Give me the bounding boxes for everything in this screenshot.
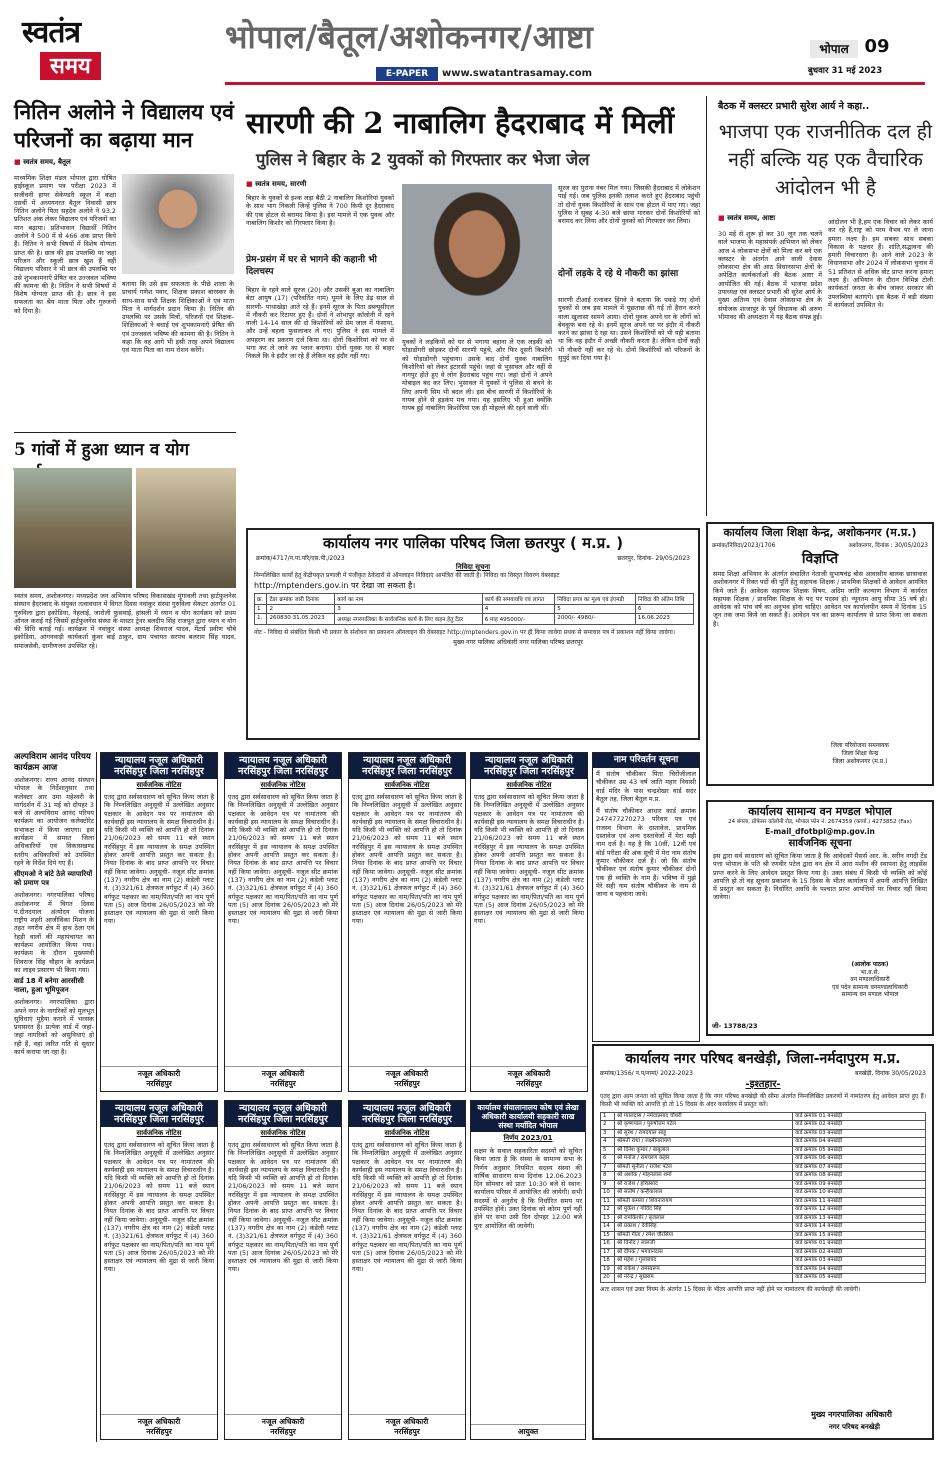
table-cell: श्री सुरेश / रामदयाल साहू (615, 1129, 793, 1138)
table-cell: वार्ड क्रमांक 12 बनखेड़ी (793, 1206, 926, 1215)
table-cell: 6 (635, 605, 693, 614)
table-cell: 2 (267, 605, 335, 614)
forest-signer-title: भा.व.से. (860, 968, 880, 976)
sidebar-body: अशोकनगर। राज्य आनंद संस्थान भोपाल के निर्देशानुसार तथा कलेक्टर आर उमा महेश्वरी के मार्गदर्शन में 31 मई को दोपहर 3 बजे से अल्पविराम आनंद परियय कार्यक्रम का आयोजन कलेक्टोरेट सभाकक्ष में किया जाएगा। इस कार्यक्रम में समस्त जिला अधिकारियों एवं विकासखण्ड स्तरीय अधिकारियों को उपस्थित रहने के निर्देश दिये गए हैं। (14, 776, 94, 867)
sarni-col3-sub: दोनों लड़के दे रहे थे नौकरी का झांसा (558, 269, 679, 279)
edu-title: कार्यालय जिला शिक्षा केन्द्र, अशोकनगर (म.प्र.) (723, 526, 917, 539)
edu-sig-1: जिला परियोजना समन्वयक (830, 742, 890, 749)
table-cell: वार्ड क्रमांक 05 बनखेड़ी (793, 1146, 926, 1155)
table-cell: श्री अशोक / मोहनलाल शर्मा (615, 1172, 793, 1181)
legal-notice-footer (349, 1414, 465, 1439)
table-cell: वार्ड क्रमांक 04 बनखेड़ी (793, 1138, 926, 1147)
sidebar-left (14, 752, 94, 1442)
table-cell: श्रीमती राधा / लक्ष्मीनारायण (615, 1138, 793, 1147)
name-change-body-2: मैं संतोष चौकीकर आधार कार्ड क्रमांक 247477270273 परिवार पत्र एवं राजस्व विभाग के दस्तावेज, प्राथमिक दस्तावेज एवं अन्य दस्तावेजों में मेरा सही नाम दर्ज है। यह है कि 10वीं, 12वीं एवं बोर्ड परीक्षा की अंक सूची में मेरा नाम संतोष कुमार चौकीकर दर्ज है। जो कि संतोष चौकीकर एवं संतोष कुमार चौकीकर दोनों एक ही व्यक्ति के नाम हैं। भविष्य में मुझे मेरे सही नाम संतोष चौकीकर के नाम से जाना व पहचाना जावे। (596, 807, 696, 899)
legal-notice-footer-1: नजूल अधिकारी (261, 1417, 305, 1426)
chhatarpur-col-header: निविदा प्रपत्र का मूल्य एवं इंएमडी (555, 594, 636, 605)
chhatarpur-col-header: कार्य की समयावधि एवं लागत (482, 594, 555, 605)
table-cell: वार्ड क्रमांक 15 बनखेड़ी (793, 1231, 926, 1240)
table-cell: 1 (255, 605, 267, 614)
legal-notice-footer-1: नजूल अधिकारी (137, 1417, 181, 1426)
table-row (601, 1248, 926, 1257)
divider-left (96, 752, 97, 1442)
table-cell: श्री रामकिशोर / बृजलाल (615, 1214, 793, 1223)
forest-signer-title-2: वन मण्डलाधिकारी (850, 976, 890, 983)
city-label: भोपाल (810, 40, 858, 58)
legal-notice-footer-2: नरसिंहपुर (394, 1427, 420, 1436)
table-row (601, 1265, 926, 1274)
table-cell: 10 (601, 1189, 615, 1198)
legal-notice-footer (471, 1066, 587, 1091)
legal-notice-footer (101, 1414, 217, 1439)
bankhedi-signature-2: नगर परिषद बनखेड़ी (828, 1423, 880, 1431)
table-cell: 1 (601, 1112, 615, 1121)
table-row (601, 1274, 926, 1283)
divider-sarni-bjp (706, 96, 707, 516)
table-cell: श्री कृष्णपाल / पुरुषोत्तम पटेल (615, 1121, 793, 1130)
sarni-headline: सारणी की 2 नाबालिग हैदराबाद में मिलीं (246, 106, 675, 140)
chhatarpur-url[interactable]: http://mptenders.gov.in पर देखा जा सकता है। (254, 581, 416, 590)
table-cell: श्री दिनेश कुमार / बाबूलाल (615, 1146, 793, 1155)
table-row (601, 1223, 926, 1232)
legal-notice-subject: सार्वजनिक नोटिस (260, 781, 306, 789)
bjp-byline: ■ स्वतंत्र समय, आष्टा (718, 214, 838, 223)
bjp-headline: भाजपा एक राजनीतिक दल ही नहीं बल्कि यह एक वैचारिक आंदोलन भी है (718, 120, 933, 199)
forest-code: जी- 13788/23 (712, 1022, 758, 1030)
epaper-label[interactable]: E-PAPER (376, 67, 438, 81)
table-cell: 260830 31.05.2023 (267, 614, 335, 625)
nitin-headline: नितिन अलोने ने विद्यालय एवं परिजनों का बढ़ाया मान (14, 99, 234, 152)
sarni-col1-sub: प्रेम-प्रसंग में घर से भागने की कहानी भी दिलचस्प (246, 255, 377, 277)
table-cell: 20 (601, 1274, 615, 1283)
table-cell: वार्ड क्रमांक 01 बनखेड़ी (793, 1112, 926, 1121)
table-cell: 12 (601, 1206, 615, 1215)
coop-subject: निर्णय 2023/01 (503, 1134, 553, 1142)
forest-title: कार्यालय सामान्य वन मण्डल भोपाल (748, 805, 892, 818)
sidebar-body-3: अशोकनगर। नगरपालिका द्वारा अपने नगर के नागरिकों को मूलभूत सुविधाएं मुहैया कराने में भरसक प्रयासरत है। प्रत्येक वार्ड में जहां-जहां नागरिकों को असुविधाएं हो रही हैं, वहां त्वरित गति से सुधार कार्य कराया जा रहा है। (14, 998, 94, 1057)
legal-notice-title: न्यायालय नजूल अधिकारी नरसिंहपुर जिला नरसिंहपुर (349, 753, 465, 779)
chhatarpur-notice (246, 528, 700, 740)
legal-notice-footer-1: नजूल अधिकारी (507, 1069, 551, 1078)
table-row (601, 1240, 926, 1249)
table-row (601, 1189, 926, 1198)
table-cell: श्री प्रकाश / देवीसिंह (615, 1223, 793, 1232)
sarni-col3: सूरज का पुराना नंबर मिल गया। जिसकी हैदराबाद में लोकेशन पाई गई। जब पुलिस इनकी तलाश करते हुए हैदराबाद पहुंची तो दोनों युवक किशोरियों के साथ एक होटल में पाए गए। जहां पुलिस ने सुबह 4:30 बजे छापा मारकर दोनों किशोरियों को बरामद कर लिया और दोनों युवकों को गिरफ्तार कर लिया। (558, 184, 700, 226)
bankhedi-title: कार्यालय नगर परिषद बनखेड़ी, जिला-नर्मदापुरम म.प्र. (625, 1051, 901, 1067)
table-cell: 5 (601, 1146, 615, 1155)
table-row (601, 1172, 926, 1181)
legal-notice-subject: सार्वजनिक नोटिस (136, 1129, 182, 1137)
table-cell: वार्ड क्रमांक 02 बनखेड़ी (793, 1248, 926, 1257)
chhatarpur-title: कार्यालय नगर पालिका परिषद जिला छतरपुर ( म.प्र. ) (322, 534, 624, 552)
edu-sig-3: जिला अशोकनगर (म.प्र.) (832, 758, 888, 765)
table-row (255, 605, 694, 614)
name-change-notice (592, 752, 700, 1042)
chhatarpur-col-header: कार्य का नाम (335, 594, 482, 605)
sarni-col1b: बिहार के रहने वाले सूरज (20) और उसकी बुआ का नाबालिग बेटा आयुष (17) (परिवर्तित नाम) घूमने के लिए डेढ़ साल से सारणी- पाथाखेड़ा आते रहे हैं। इनमें सूरज के पिता डब्ल्यूसीएल में नौकरी कर रिटायर हुए हैं। दोनों ने शोभापुर कॉलोनी में रहने वाली 14-14 साल की दो किशोरियों को प्रेम जाल में फंसाया, और उन्हें बहला फुसलाकर ले गए। पुलिस ने इस मामले में अपहरण का प्रकरण दर्ज किया था। दोनों किशोरियां को घर से भगा कर ले जाने का प्लान बनाया। दोनों युवक घर से बाहर निकले कि वे इंदौर जा रहे हैं लेकिन वह इंदौर नहीं गए। (246, 286, 394, 361)
bankhedi-intro: एतद् द्वारा आम जनता को सूचित किया जाता है कि नगर परिषद बनखेड़ी की सीमा अंतर्गत निम्नलिखित प्रकरणों में नामांतरण हेतु आवेदन प्राप्त हुए हैं। किसी भी व्यक्ति को आपत्ति हो तो 15 दिवस के अंदर कार्यालय में प्रस्तुत करें। (600, 1093, 926, 1108)
logo-line-1: स्वतंत्र (22, 15, 81, 50)
legal-notice-footer-1: नजूल अधिकारी (261, 1069, 305, 1078)
legal-notice-footer-2: नरसिंहपुर (146, 1427, 172, 1436)
forest-body: इस द्वारा सर्व साधारण को सूचित किया जाता है कि आवेदकों मैसर्स आर. के. सरीन नगदी टेंड पत्ता भोपाल के पति श्री रणवीर पटेल द्वारा वन क्षेत्र में आरा मशीन की स्थापना हेतु लाइसेंस प्राप्त करने के लिए आवेदन प्रस्तुत किया गया है। उक्त संबंध में किसी भी व्यक्ति को कोई आपत्ति हो तो वह सूचना प्रकाशन के 15 दिवस के भीतर कार्यालय में अपनी आपत्ति लिखित में प्रस्तुत कर सकता है। निर्धारित अवधि के पश्चात प्राप्त आपत्तियों पर विचार नहीं किया जावेगा। (713, 852, 927, 902)
table-cell: 3 (335, 605, 482, 614)
table-cell: श्री दीपक / भगवानदास (615, 1248, 793, 1257)
legal-notice-footer-2: नरसिंहपुर (146, 1079, 172, 1088)
legal-notice (100, 752, 218, 1092)
table-cell: 2000/- 4980/- (555, 614, 636, 625)
table-cell: 6 (601, 1155, 615, 1164)
legal-notice-subject: सार्वजनिक नोटिस (384, 781, 430, 789)
sidebar-body-2: अशोकनगर। नगरपालिका परिषद अशोकनगर में विगत दिवस पं.दीनदयाल अंत्योदय योजना राष्ट्रीय शहरी आजीविका मिशन के तहत नगरीय क्षेत्र में हाथ ठेला एवं रेहड़ी वालों की महापंचायत का कार्यक्रम आयोजित किया गया। कार्यक्रम के दौरान मुख्यमंत्री शिवराज सिंह चौहान के कार्यक्रम का लाइव प्रसारण भी किया गया। (14, 891, 94, 974)
legal-notice-title: न्यायालय नजूल अधिकारी नरसिंहपुर जिला नरसिंहपुर (471, 753, 587, 779)
name-change-body-1: मैं संतोष चौकीकर पिता चिरोंजीलाल चौकीकर उम्र 43 वर्ष जाति महार निवासी वार्ड मंदिर के पास चन्द्रशेखर वार्ड सदर बैतूल तह. जिला बैतूल म.प्र. (596, 770, 696, 803)
sidebar-sub-2: वार्ड 18 में बनेगा आरसीसी नाला, हुआ भूमिपूजन (14, 977, 84, 995)
table-cell: 5 (555, 605, 636, 614)
table-cell: श्री विनोद / लालजी (615, 1240, 793, 1249)
legal-notice-subject: सार्वजनिक नोटिस (136, 781, 182, 789)
legal-notice-body: एतद् द्वारा सर्वसाधारण को सूचित किया जाता है कि निम्नलिखित अनुसूची में उल्लेखित अनुसार पक्षकार के आवेदन पत्र पर नामांतरण की कार्यवाही इस न्यायालय के समक्ष विचाराधीन है। यदि किसी भी व्यक्ति को आपत्ति हो तो दिनांक 21/06/2023 को समय 11 बजे स्थान नरसिंहपुर में इस न्यायालय के समक्ष उपस्थित होकर अपनी आपत्ति प्रस्तुत कर सकता है। नियत दिनांक के बाद प्राप्त आपत्ति पर विचार नहीं किया जावेगा। अनुसूची- नजूल सीट क्रमांक (137) नगरीय क्षेत्र का नाम (2) कंडेली प्लाट नं. (3)321/61 क्षेत्रफल वर्गफुट में (4) 360 वर्गफुट पक्षकार का नाम/पिता/पति का नाम पूर्ण पता (5) आज दिनांक 26/05/2023 को मेरे हस्ताक्षर एवं न्यायालय की मुद्रा से जारी किया गया। (104, 793, 214, 926)
sarni-col2: युवकों ने लड़कियों को घर से भगाया बहाना ले एक लड़की को घोड़ाडोंगरी छोड़कर दोनों सारणी पहुंचे, और फिर दूसरी किशोरी को घोड़ाडोंगरी पहुंचाया। उसके बाद दोनों युवक नाबालिग किशोरियों को लेकर इटारसी पहुंचे। जहां से भुसावल और वहीं से नागपुर होते हुए वे लोग हैदराबाद पहुंच गए। जहां दोनों ने अपने मोबाइल बंद कर लिए। भुसावल में युवकों ने पुलिस से बचने के लिए अपनी सिम भी बदल ली। इस बीच सारणी में किशोरियों के गायब होने से हड़कंप मच गया। यह इसलिए भी हुआ क्योंकि गायब हुई नाबालिग किशोरियां एक ही मोहल्ले की रहने वाली थीं। (402, 338, 552, 413)
table-cell: 16.06.2023 (635, 614, 693, 625)
legal-notice-footer-1: नजूल अधिकारी (385, 1069, 429, 1078)
table-cell: श्रीमती कमला / शिवनारायण (615, 1197, 793, 1206)
legal-notice-footer (225, 1414, 341, 1439)
table-row (601, 1206, 926, 1215)
forest-notice (706, 800, 934, 1036)
nitin-photo (122, 174, 234, 274)
legal-notice-footer (101, 1066, 217, 1091)
website-link[interactable]: www.swatantrasamay.com (442, 68, 593, 79)
legal-notice-footer-2: नरसिंहपुर (270, 1079, 296, 1088)
table-cell: वार्ड क्रमांक 07 बनखेड़ी (793, 1163, 926, 1172)
sarni-subheadline: पुलिस ने बिहार के 2 युवकों को गिरफ्तार कर भेजा जेल (256, 150, 590, 169)
yoga-headline: 5 गांवों में हुआ ध्यान व योग (14, 440, 190, 460)
divider-1 (14, 432, 236, 433)
page-number: 09 (864, 36, 890, 57)
table-row (255, 614, 694, 625)
table-cell: वार्ड क्रमांक 03 बनखेड़ी (793, 1257, 926, 1266)
issue-date: बुधवार 31 मई 2023 (808, 66, 883, 76)
chhatarpur-signature: मुख्य नगर पालिका अधिकारी नगर पालिका परिषद छतरपुर (453, 639, 583, 646)
table-cell: वार्ड क्रमांक 11 बनखेड़ी (793, 1197, 926, 1206)
table-row (601, 1112, 926, 1121)
table-cell: श्री संतोष / कन्हैयालाल (615, 1189, 793, 1198)
legal-notice-footer (349, 1066, 465, 1091)
table-cell: वार्ड क्रमांक 08 बनखेड़ी (793, 1172, 926, 1181)
edu-body: समग्र शिक्षा अभियान के अंतर्गत संचालित नेताजी सुभाषचंद्र बोस आवासीय बालक छात्रावास अशोकनगर में रिक्त पदों की पूर्ति हेतु सहायक शिक्षक / प्राथमिक शिक्षकों से आवेदन आमंत्रित किये जाते हैं। आवेदक सहायक शिक्षक विषय, अदिम जाति कल्याण विभाग में कार्यरत सहायक शिक्षक / प्राथमिक शिक्षक के पद पर पदस्थ हो। न्यूनतम आयु सीमा 35 वर्ष हो। आवेदक को पांच वर्ष का अनुभव होना चाहिए। आवेदन पत्र कार्यालयीन समय में दिनांक 15 जून तक जमा किये जा सकते हैं। आवेदन पत्र का प्रारूप कार्यालय से प्राप्त किया जा सकता है। (713, 570, 927, 628)
coop-title: कार्यालय संयालानालय कोष एवं लेखा अधिकारी कार्यालयी सहकारी साख संस्था मर्यादित भोपाल (471, 1101, 585, 1132)
table-cell: वार्ड क्रमांक 04 बनखेड़ी (793, 1265, 926, 1274)
table-cell: वार्ड क्रमांक 13 बनखेड़ी (793, 1214, 926, 1223)
table-cell: 3 (601, 1129, 615, 1138)
table-cell: वार्ड क्रमांक 03 बनखेड़ी (793, 1129, 926, 1138)
table-cell: 13 (601, 1214, 615, 1223)
table-cell: 8 (601, 1172, 615, 1181)
legal-notice-footer-2: नरसिंहपुर (516, 1079, 542, 1088)
table-cell: 11 (601, 1197, 615, 1206)
sarni-byline-wrap (246, 180, 396, 192)
table-row (601, 1121, 926, 1130)
edu-sig-2: जिला शिक्षा केन्द्र (841, 750, 879, 757)
legal-notice (470, 752, 588, 1092)
yoga-photo (14, 468, 132, 588)
table-row (601, 1138, 926, 1147)
bjp-col2: आंदोलन भी है,हम एक विचार को लेकर कार्य कर रहे हैं,राष्ट्र को परम वैभव पर ले जाना हमारा लक्ष्य है। हम सबका साथ सबका विकास के पक्षधर हैं। शांति,सद्भावना की हमारी विचारधारा है। आने वाले 2023 के विधानसभा और 2024 में लोकसभा चुनाव में 51 प्रतिशत से अधिक वोट प्राप्त करना हमारा लक्ष्य है। अभियान के दौरान विभिन्न टोली कार्यकर्ता जनता के बीच जाकर सरकार की उपलब्धियां बताएंगे। इस बैठक में बड़ी संख्या में कार्यकर्ता उपस्थित थे। (828, 218, 933, 309)
legal-notice-body: एतद् द्वारा सर्वसाधारण को सूचित किया जाता है कि निम्नलिखित अनुसूची में उल्लेखित अनुसार पक्षकार के आवेदन पत्र पर नामांतरण की कार्यवाही इस न्यायालय के समक्ष विचाराधीन है। यदि किसी भी व्यक्ति को आपत्ति हो तो दिनांक 21/06/2023 को समय 11 बजे स्थान नरसिंहपुर में इस न्यायालय के समक्ष उपस्थित होकर अपनी आपत्ति प्रस्तुत कर सकता है। नियत दिनांक के बाद प्राप्त आपत्ति पर विचार नहीं किया जावेगा। अनुसूची- नजूल सीट क्रमांक (137) नगरीय क्षेत्र का नाम (2) कंडेली प्लाट नं. (3)321/61 क्षेत्रफल वर्गफुट में (4) 360 वर्गफुट पक्षकार का नाम/पिता/पति का नाम पूर्ण पता (5) आज दिनांक 26/05/2023 को मेरे हस्ताक्षर एवं न्यायालय की मुद्रा से जारी किया गया। (474, 793, 584, 926)
table-cell: 4 (601, 1138, 615, 1147)
sarni-col3b: सारणी टीआई रत्नाकर हिंगवे ने बताया कि पकड़े गए दोनों युवकों से जब इस मामले में पूछताछ की गई तो हैरान करने वाला खुलासा सामने आया। दोनों युवक अपने घर के लोगों को बेवकूफ बना रहे थे। इनमें सूरज अपने घर पर इंदौर में नौकरी करने का झांसा दे रहा था। उसने किशोरियों को भी यही बताया था कि वह इंदौर में अच्छी नौकरी करता है। लेकिन दोनों कहीं भी नौकरी नहीं कर रहे थे। दोनों किशोरियों को परिजनों के सुपुर्द कर दिया गया है। (558, 296, 700, 363)
legal-notice-footer-2: नरसिंहपुर (270, 1427, 296, 1436)
sidebar-title: अल्पविराम आनंद परियय कार्यक्रम आज (14, 752, 91, 773)
table-row (601, 1197, 926, 1206)
legal-notice (224, 752, 342, 1092)
bankhedi-notice (592, 1044, 934, 1440)
table-cell: वार्ड क्रमांक 06 बनखेड़ी (793, 1155, 926, 1164)
forest-signer-title-4: सामान्य वन मण्डल भोपाल (841, 991, 899, 998)
legal-notice-footer-2: नरसिंहपुर (394, 1079, 420, 1088)
nitin-body-left: माध्यमिक शिक्षा मंडल भोपाल द्वारा घोषित हाईस्कूल प्रमाण पत्र परीक्षा 2023 में सजीवनी हायर सेकेण्डरी स्कूल में कक्षा दसवीं में अध्ययनरत बैतूल निवासी छात्र नितिन अलोने पिता सहदेव अलोने ने 93.2 प्रतिशत अंक लेकर विद्यालय एवं परिजनों का मान बढ़ाया। प्रतिभावान विद्यार्थी नितिन अलोने ने 500 में से 466 अंक प्राप्त किये हैं। नितिन ने सभी विषयों में विशेष योग्यता प्राप्त की है। छात्र की इस उपलब्धि पर जहां परिजन और स्कूली छात्र खुश हैं वहीं विद्यालय परिवार ने भी छात्र की उपलब्धि पर उसे शुभकामनाएँ प्रेषित कर उज्जवल भविष्य की कामना की है। नितिन ने सभी विषयों में विशेष योग्यता प्राप्त की है। छात्र ने इस सफलता का श्रेय माता पिता और गुरुजनों को दिया है। (14, 174, 116, 315)
sarni-byline: ■ स्वतंत्र समय, सारणी (246, 180, 396, 189)
legal-notice-title: न्यायालय नजूल अधिकारी नरसिंहपुर जिला नरसिंहपुर (225, 1101, 341, 1127)
table-cell: वार्ड क्रमांक 05 बनखेड़ी (793, 1274, 926, 1283)
legal-notice (224, 1100, 342, 1440)
table-cell: श्री मुकेश / गोविंद सिंह (615, 1206, 793, 1215)
sarni-accused-photo (402, 184, 552, 334)
masthead-logo[interactable] (22, 14, 122, 90)
chhatarpur-col-header: क्र. (255, 594, 267, 605)
sarni-col1: बिहार के युवकों से इश्क लड़ा बैठी 2 नाबालिग किशोरियां युवकों के साथ भाग निकली जिन्हें पुलिस ने 700 किमी दूर हैदराबाद की एक होटल से बरामद किया है। इस मामले में एक युवक और नाबालिग किशोर को गिरफ्तार किया है। (246, 194, 394, 227)
nitin-body-right: बताया कि उसे इस सफलता के पीछे शाला के प्राचार्य गणेश पवार, शिक्षक प्रकाश बारस्कर के साथ-साथ सभी शिक्षक शिक्षिकाओं ने एवं माता पिता ने मार्गदर्शन प्रदान किया है। नितिन की उपलब्धि पर उसके मित्रों, परिजनों एवं शिक्षक-शिक्षिकाओं ने बधाई एवं शुभकामनाएँ प्रेषित की एवं उज्जवल भविष्य की कामना की है। नितिन ने कहा कि वह आगे भी इसी तरह अपने विद्यालय एवं माता पिता का नाम रोशन करेंगे। (122, 280, 234, 355)
chhatarpur-subject: निविदा सूचना (455, 563, 491, 571)
sidebar-sub-1: सीएमओ ने बांटे ठेले व्यापारियों को प्रमाण पत्र (14, 870, 93, 888)
table-cell: श्री ग्यालदास / नर्मदाप्रसाद चौधरी (615, 1112, 793, 1121)
table-cell: श्री मनोज / रामचरण कहार (615, 1155, 793, 1164)
table-cell: वार्ड क्रमांक 14 बनखेड़ी (793, 1223, 926, 1232)
legal-notice-footer (225, 1066, 341, 1091)
bankhedi-ref: क्रमांक/1356/ न.प/नामां/ 2022-2023 (600, 1070, 693, 1077)
table-cell: 18 (601, 1257, 615, 1266)
table-row (601, 1155, 926, 1164)
table-cell: 14 (601, 1223, 615, 1232)
legal-notice-subject: सार्वजनिक नोटिस (260, 1129, 306, 1137)
legal-notice-body: एतद् द्वारा सर्वसाधारण को सूचित किया जाता है कि निम्नलिखित अनुसूची में उल्लेखित अनुसार पक्षकार के आवेदन पत्र पर नामांतरण की कार्यवाही इस न्यायालय के समक्ष विचाराधीन है। यदि किसी भी व्यक्ति को आपत्ति हो तो दिनांक 21/06/2023 को समय 11 बजे स्थान नरसिंहपुर में इस न्यायालय के समक्ष उपस्थित होकर अपनी आपत्ति प्रस्तुत कर सकता है। नियत दिनांक के बाद प्राप्त आपत्ति पर विचार नहीं किया जावेगा। अनुसूची- नजूल सीट क्रमांक (137) नगरीय क्षेत्र का नाम (2) कंडेली प्लाट नं. (3)321/61 क्षेत्रफल वर्गफुट में (4) 360 वर्गफुट पक्षकार का नाम/पिता/पति का नाम पूर्ण पता (5) आज दिनांक 26/05/2023 को मेरे हस्ताक्षर एवं न्यायालय की मुद्रा से जारी किया गया। (228, 1141, 338, 1274)
table-cell: 19 (601, 1265, 615, 1274)
legal-notice-subject: सार्वजनिक नोटिस (384, 1129, 430, 1137)
coop-body: सक्षम के सवाल सहकारिता सदस्यों को सूचित किया जाता है कि संस्था के सामान्य सभा के निर्णय अनुसार नियमित सदस्य संस्था की वार्षिक साधारण सभा दिनांक 12.06.2023 दिन सोमवार को प्रातः 10:30 बजे से स्थान: कार्यालय परिसर में आयोजित की जायेगी। सभी सदस्यों से अनुरोध है कि निर्धारित समय पर उपस्थित होवें। उक्त दिनांक को कोरम पूर्ण नहीं होने पर सभा उसी दिन दोपहर 12:00 बजे पुनः आयोजित की जावेगी। (474, 1147, 582, 1230)
table-cell: श्री राजेश / हरिप्रसाद (615, 1180, 793, 1189)
yoga-photo-2 (136, 468, 236, 588)
table-cell: वार्ड क्रमांक 09 बनखेड़ी (793, 1180, 926, 1189)
table-row (601, 1163, 926, 1172)
yoga-body: स्वतंत्र समय, अशोकनगर। मध्यप्रदेश जन अभियान परिषद विकासखंड मुंगावली तथा हार्टफुलनेस संस्थान हैदराबाद के संयुक्त तत्वावधान में विगत दिवस नवांकुर संस्था गुरुविला सेकटर अंतर्गत 01 गुरुविला द्वारा इकोडिया, नेहलाई, जारोली फुसवाई, हांसली में ध्यान व योग कार्यक्रम को प्रथम ऑनल कराई गई जिसमें हार्टफुलनेस संस्था के मास्टर ट्रेनर बलदीप सिंह राजपूत द्वारा ध्यान व योग की विधि बताई गई। कार्यक्रम में नवांकुर संस्था अध्यक्ष शिवराज यादव, मेंटर्स प्रवीण चौबे इकोडिया, आंगनवाड़ी कार्यकर्ता कुंवर बाई ठाकुर, ग्राम पंचायत सरपंच बलराम सिंह यादव, समाजसेवी, ग्रामीणजन उपस्थित रहे। (14, 592, 236, 650)
table-cell: 16 (601, 1240, 615, 1249)
name-change-title: नाम परिवर्तन सूचना (593, 753, 699, 768)
coop-notice (470, 1100, 586, 1440)
table-row (601, 1146, 926, 1155)
table-cell: 1. (255, 614, 267, 625)
table-cell: 4 (482, 605, 555, 614)
table-row (601, 1257, 926, 1266)
bjp-kicker: बैठक में क्लस्टर प्रभारी सुरेश आर्य ने कहा.. (718, 101, 870, 112)
table-cell: 2 (601, 1121, 615, 1130)
bjp-byline-wrap (718, 214, 838, 226)
table-cell: 17 (601, 1248, 615, 1257)
table-cell: 7 (601, 1163, 615, 1172)
ashoknagar-edu-notice (706, 522, 934, 786)
legal-notice-body: एतद् द्वारा सर्वसाधारण को सूचित किया जाता है कि निम्नलिखित अनुसूची में उल्लेखित अनुसार पक्षकार के आवेदन पत्र पर नामांतरण की कार्यवाही इस न्यायालय के समक्ष विचाराधीन है। यदि किसी भी व्यक्ति को आपत्ति हो तो दिनांक 21/06/2023 को समय 11 बजे स्थान नरसिंहपुर में इस न्यायालय के समक्ष उपस्थित होकर अपनी आपत्ति प्रस्तुत कर सकता है। नियत दिनांक के बाद प्राप्त आपत्ति पर विचार नहीं किया जावेगा। अनुसूची- नजूल सीट क्रमांक (137) नगरीय क्षेत्र का नाम (2) कंडेली प्लाट नं. (3)321/61 क्षेत्रफल वर्गफुट में (4) 360 वर्गफुट पक्षकार का नाम/पिता/पति का नाम पूर्ण पता (5) आज दिनांक 26/05/2023 को मेरे हस्ताक्षर एवं न्यायालय की मुद्रा से जारी किया गया। (352, 1141, 462, 1274)
bankhedi-subject: -इश्तहार- (745, 1079, 781, 1090)
table-cell: वार्ड क्रमांक 02 बनखेड़ी (793, 1121, 926, 1130)
legal-notice-title: न्यायालय नजूल अधिकारी नरसिंहपुर जिला नरसिंहपुर (225, 753, 341, 779)
chhatarpur-intro: निम्नलिखित कार्यों हेतु केंद्रीयकृत प्रणाली में पंजीकृत ठेकेदारों से ऑनलाइन निविदाएं आमंत्रित की जाती है। निविदा का विस्तृत विवरण वेबसाइट (254, 572, 560, 579)
table-cell: 15 (601, 1231, 615, 1240)
legal-notice-body: एतद् द्वारा सर्वसाधारण को सूचित किया जाता है कि निम्नलिखित अनुसूची में उल्लेखित अनुसार पक्षकार के आवेदन पत्र पर नामांतरण की कार्यवाही इस न्यायालय के समक्ष विचाराधीन है। यदि किसी भी व्यक्ति को आपत्ति हो तो दिनांक 21/06/2023 को समय 11 बजे स्थान नरसिंहपुर में इस न्यायालय के समक्ष उपस्थित होकर अपनी आपत्ति प्रस्तुत कर सकता है। नियत दिनांक के बाद प्राप्त आपत्ति पर विचार नहीं किया जावेगा। अनुसूची- नजूल सीट क्रमांक (137) नगरीय क्षेत्र का नाम (2) कंडेली प्लाट नं. (3)321/61 क्षेत्रफल वर्गफुट में (4) 360 वर्गफुट पक्षकार का नाम/पिता/पति का नाम पूर्ण पता (5) आज दिनांक 26/05/2023 को मेरे हस्ताक्षर एवं न्यायालय की मुद्रा से जारी किया गया। (228, 793, 338, 926)
nitin-byline-wrap (14, 158, 236, 170)
table-row (601, 1231, 926, 1240)
legal-notice-footer-1: नजूल अधिकारी (137, 1069, 181, 1078)
chhatarpur-col-header: टेंडर क्रमांक जारी दिनांक (267, 594, 335, 605)
chhatarpur-table (254, 593, 694, 625)
edu-ref: क्रमांक/निविदा/2023/1706 (712, 543, 776, 549)
legal-notice (100, 1100, 218, 1440)
table-cell: वार्ड क्रमांक 01 बनखेड़ी (793, 1240, 926, 1249)
forest-signer-title-3: एवं पदेन सामान्य वनमण्डलाधिकारी (832, 983, 908, 991)
logo-line-2: समय (40, 52, 101, 80)
legal-notice-body: एतद् द्वारा सर्वसाधारण को सूचित किया जाता है कि निम्नलिखित अनुसूची में उल्लेखित अनुसार पक्षकार के आवेदन पत्र पर नामांतरण की कार्यवाही इस न्यायालय के समक्ष विचाराधीन है। यदि किसी भी व्यक्ति को आपत्ति हो तो दिनांक 21/06/2023 को समय 11 बजे स्थान नरसिंहपुर में इस न्यायालय के समक्ष उपस्थित होकर अपनी आपत्ति प्रस्तुत कर सकता है। नियत दिनांक के बाद प्राप्त आपत्ति पर विचार नहीं किया जावेगा। अनुसूची- नजूल सीट क्रमांक (137) नगरीय क्षेत्र का नाम (2) कंडेली प्लाट नं. (3)321/61 क्षेत्रफल वर्गफुट में (4) 360 वर्गफुट पक्षकार का नाम/पिता/पति का नाम पूर्ण पता (5) आज दिनांक 26/05/2023 को मेरे हस्ताक्षर एवं न्यायालय की मुद्रा से जारी किया गया। (104, 1141, 214, 1274)
legal-notice-title: न्यायालय नजूल अधिकारी नरसिंहपुर जिला नरसिंहपुर (101, 1101, 217, 1127)
legal-notice-subject: सार्वजनिक नोटिस (506, 781, 552, 789)
bankhedi-signature: मुख्य नगरपालिका अधिकारी (811, 1410, 892, 1419)
chhatarpur-date: छतरपुर, दिनांक- 29/05/2023 (617, 555, 690, 562)
legal-notice-body: एतद् द्वारा सर्वसाधारण को सूचित किया जाता है कि निम्नलिखित अनुसूची में उल्लेखित अनुसार पक्षकार के आवेदन पत्र पर नामांतरण की कार्यवाही इस न्यायालय के समक्ष विचाराधीन है। यदि किसी भी व्यक्ति को आपत्ति हो तो दिनांक 21/06/2023 को समय 11 बजे स्थान नरसिंहपुर में इस न्यायालय के समक्ष उपस्थित होकर अपनी आपत्ति प्रस्तुत कर सकता है। नियत दिनांक के बाद प्राप्त आपत्ति पर विचार नहीं किया जावेगा। अनुसूची- नजूल सीट क्रमांक (137) नगरीय क्षेत्र का नाम (2) कंडेली प्लाट नं. (3)321/61 क्षेत्रफल वर्गफुट में (4) 360 वर्गफुट पक्षकार का नाम/पिता/पति का नाम पूर्ण पता (5) आज दिनांक 26/05/2023 को मेरे हस्ताक्षर एवं न्यायालय की मुद्रा से जारी किया गया। (352, 793, 462, 926)
table-cell: श्री नरेन्द्र / सुखराम (615, 1274, 793, 1283)
table-row (601, 1129, 926, 1138)
legal-notice (348, 1100, 466, 1440)
bjp-col1: 30 मई से शुरू हो कर 30 जून तक चलने वाले भाजपा के महासंपर्क अभियान को लेकर आज 4 लोकसभा क्षेत्रों को मिला कर बने एक क्लस्टर के अंतर्गत आने वाली देवास लोकसभा क्षेत्र की आठ विधानसभा क्षेत्रों के अपेक्षित कार्यकर्ताओं की बैठक आष्टा में आयोजित की गई। बैठक में भाजपा प्रदेश उपाध्यक्ष एवं क्लस्टर प्रभारी श्री सुरेश आर्य के मुख्य अतिथ्य एवं देवास लोकसभा क्षेत्र के संयोजक शाजापुर के पूर्व विधायक श्री अरुण भीमावद की अध्यक्षता में यह बैठक संपन्न हुई। (718, 230, 822, 321)
table-cell: अध्यक्ष नगरपालिका के सार्वजनिक कार्य के लिए वाहन हेतु टेंडर (335, 614, 482, 625)
forest-signer: (आलोक पाठक) (851, 961, 889, 968)
legal-notice-footer-1: नजूल अधिकारी (385, 1417, 429, 1426)
table-cell: श्रीमती सुनीता / राजेश पटेल (615, 1163, 793, 1172)
legal-notice-title: न्यायालय नजूल अधिकारी नरसिंहपुर जिला नरसिंहपुर (349, 1101, 465, 1127)
edition-title: भोपाल/बैतूल/अशोकनगर/आष्टा (225, 18, 594, 56)
table-cell: वार्ड क्रमांक 10 बनखेड़ी (793, 1189, 926, 1198)
nitin-byline: ■ स्वतंत्र समय, बैतूल (14, 158, 236, 167)
legal-notice-title: न्यायालय नजूल अधिकारी नरसिंहपुर जिला नरसिंहपुर (101, 753, 217, 779)
table-row (601, 1180, 926, 1189)
masthead-rule (225, 82, 925, 85)
forest-email[interactable]: E-mail_dfotbpl@mp.gov.in (765, 827, 875, 836)
edu-date: अशोकनगर, दिनांक : 30/05/2023 (848, 543, 928, 549)
table-cell: 9 (601, 1180, 615, 1189)
coop-footer: आयुक्त (471, 1424, 585, 1439)
bankhedi-date: बनखेड़ी, दिनांक 30/05/2023 (855, 1070, 926, 1077)
legal-notice (348, 752, 466, 1092)
bankhedi-table (600, 1112, 926, 1283)
edu-subject: विज्ञप्ति (801, 551, 839, 567)
table-row (601, 1214, 926, 1223)
bankhedi-footer: अतः शासन एवं उक्त नियम के अंतर्गत 15 दिवस के भीतर आपत्ति प्राप्त नहीं होने पर नामांतरण की कार्यवाही की जावेगी। (600, 1285, 861, 1293)
chhatarpur-note: नोट - निविदा से संबंधित किसी भी प्रकार के संशोधन का प्रकाशन ऑनलाइन की वेबसाइट http://mptenders.gov.in पर ही किया जावेगा प्रथक से समाचार पत्र में प्रकाशन नहीं किया जावेगा। (254, 629, 676, 636)
forest-address: 24 बंगला, प्रोफेसर कॉलोनी रोड, भोपाल फोन नं. 2674359 (कार्या.) 4273852 (Fax) (728, 819, 912, 825)
table-cell: श्री राकेश / रामस्वरूप (615, 1265, 793, 1274)
table-cell: श्री महेश / गुलाबचंद (615, 1257, 793, 1266)
chhatarpur-col-header: निविदा की अंतिम तिथि (635, 594, 693, 605)
table-cell: श्रीमती गीता / रमेश चौरसिया (615, 1231, 793, 1240)
forest-subject: सार्वजनिक सूचना (788, 838, 852, 849)
chhatarpur-ref: क्रमांक/4717/न.पा.परि/एस.पी./2023 (256, 555, 345, 562)
table-cell: 6 माह 495000/- (482, 614, 555, 625)
